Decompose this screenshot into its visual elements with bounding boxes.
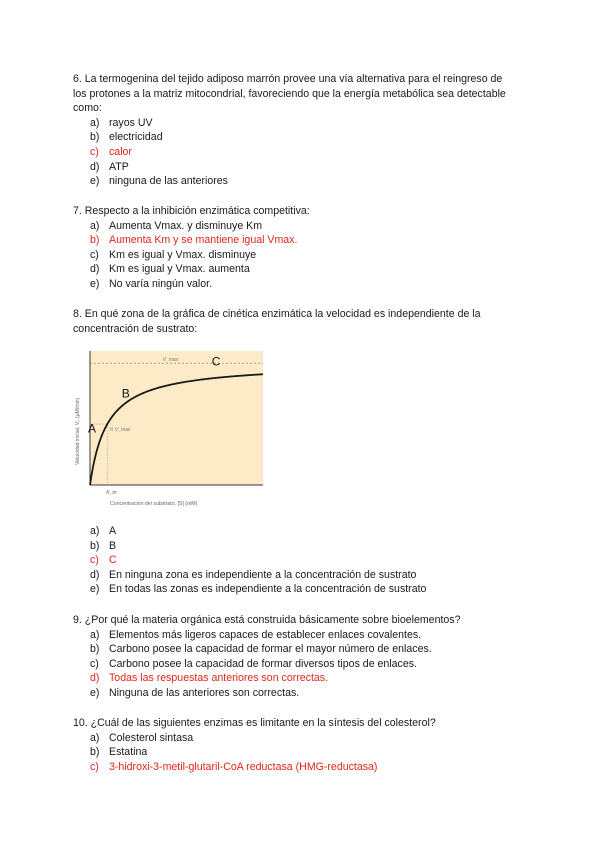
question-9-option-e[interactable]: [90, 687, 299, 700]
option-letter: c): [90, 760, 99, 773]
option-letter: e): [90, 583, 100, 596]
option-text: ninguna de las anteriores: [109, 175, 228, 188]
question-6-stem-line: los protones a la matriz mitocondrial, favoreciendo que la energía metabólica sea detectable: [73, 87, 506, 100]
question-7-stem-line: 7. Respecto a la inhibición enzimática competitiva:: [73, 205, 310, 217]
question-10-stem-line: 10. ¿Cuál de las siguientes enzimas es limitante en la síntesis del colesterol?: [73, 717, 436, 729]
option-text: C: [109, 554, 117, 567]
option-letter: a): [90, 219, 100, 232]
option-text: Estatina: [109, 746, 148, 759]
question-7-option-c[interactable]: [90, 249, 256, 262]
option-letter: b): [90, 234, 100, 247]
question-6-option-a[interactable]: [90, 117, 153, 130]
vmax-label: V_max: [162, 357, 179, 364]
question-8-option-c[interactable]: [90, 554, 117, 567]
half-vmax-label: ½ V_max: [109, 427, 131, 434]
option-letter: b): [90, 131, 100, 144]
option-text: Ninguna de las anteriores son correctas.: [109, 687, 300, 699]
option-text: Todas las respuestas anteriores son correctas.: [109, 672, 329, 685]
question-8-stem-line: concentración de sustrato:: [73, 322, 198, 335]
option-letter: e): [90, 687, 100, 699]
zone-label-b: B: [121, 386, 130, 401]
option-letter: a): [90, 628, 100, 641]
chart-background: [90, 351, 263, 485]
question-10-option-a[interactable]: [90, 732, 193, 745]
option-letter: d): [90, 160, 100, 173]
option-text: En todas las zonas es independiente a la concentración de sustrato: [109, 583, 427, 596]
question-10-option-b[interactable]: [90, 746, 147, 759]
option-text: Km es igual y Vmax. disminuye: [109, 248, 257, 261]
question-7-option-e[interactable]: [90, 278, 212, 291]
question-8-option-d[interactable]: [90, 569, 416, 582]
option-letter: c): [90, 554, 99, 567]
option-text: Km es igual y Vmax. aumenta: [109, 263, 250, 276]
question-8-stem-line: 8. En qué zona de la gráfica de cinética enzimática la velocidad es independiente de la: [73, 308, 481, 320]
question-10-option-c[interactable]: [90, 761, 377, 774]
question-6-option-c[interactable]: [90, 146, 132, 159]
option-letter: b): [90, 539, 100, 552]
question-9-option-a[interactable]: [90, 629, 421, 642]
option-text: En ninguna zona es independiente a la concentración de sustrato: [109, 568, 417, 581]
option-letter: d): [90, 263, 100, 276]
option-text: electricidad: [109, 131, 163, 144]
option-text: rayos UV: [109, 116, 153, 129]
question-6-stem-line: como:: [73, 102, 102, 115]
option-text: calor: [109, 146, 132, 158]
option-text: Carbono posee la capacidad de formar diversos tipos de enlaces.: [109, 657, 417, 670]
option-text: A: [109, 525, 117, 537]
option-letter: a): [90, 116, 100, 129]
zone-label-a: A: [88, 421, 97, 436]
option-letter: c): [90, 146, 99, 158]
question-6-option-e[interactable]: [90, 175, 228, 188]
y-axis-label: Velocidad inicial, V₀ (μM/min): [75, 397, 81, 465]
option-letter: e): [90, 278, 100, 290]
x-axis-label: Concentración del substrato, [S] (mM): [110, 501, 198, 507]
option-text: No varía ningún valor.: [109, 278, 213, 290]
question-8-option-b[interactable]: [90, 540, 116, 553]
question-6-stem-line: 6. La termogenina del tejido adiposo marrón provee una vía alternativa para el reingreso de: [73, 73, 503, 85]
option-text: Elementos más ligeros capaces de establecer enlaces covalentes.: [109, 628, 422, 641]
question-7-option-b[interactable]: [90, 234, 297, 247]
michaelis-menten-chart: [70, 345, 270, 515]
question-6-option-b[interactable]: [90, 131, 163, 144]
km-label: K_m: [106, 490, 117, 496]
option-text: 3-hidroxi-3-metil-glutaril-CoA reductasa (HMG-reductasa): [109, 760, 378, 773]
option-letter: c): [90, 248, 99, 261]
option-text: ATP: [109, 160, 129, 173]
option-letter: b): [90, 643, 100, 656]
option-text: Colesterol sintasa: [109, 731, 194, 744]
option-text: Aumenta Vmax. y disminuye Km: [109, 219, 263, 232]
question-9-option-d[interactable]: [90, 672, 328, 685]
option-letter: d): [90, 672, 100, 685]
question-9-option-c[interactable]: [90, 658, 417, 671]
question-9-option-b[interactable]: [90, 643, 432, 656]
option-text: B: [109, 539, 117, 552]
question-7-option-d[interactable]: [90, 263, 250, 276]
option-letter: d): [90, 568, 100, 581]
option-letter: b): [90, 746, 100, 759]
question-8-option-e[interactable]: [90, 583, 426, 596]
option-letter: a): [90, 525, 100, 537]
question-9-stem-line: 9. ¿Por qué la materia orgánica está construida básicamente sobre bioelementos?: [73, 614, 461, 626]
zone-label-c: C: [211, 354, 221, 369]
option-text: Aumenta Km y se mantiene igual Vmax.: [109, 234, 298, 247]
question-7-option-a[interactable]: [90, 220, 262, 233]
option-letter: e): [90, 175, 100, 188]
question-8-option-a[interactable]: [90, 525, 116, 538]
option-letter: c): [90, 657, 99, 670]
option-text: Carbono posee la capacidad de formar el mayor número de enlaces.: [109, 643, 432, 656]
question-6-option-d[interactable]: [90, 161, 129, 174]
option-letter: a): [90, 731, 100, 744]
